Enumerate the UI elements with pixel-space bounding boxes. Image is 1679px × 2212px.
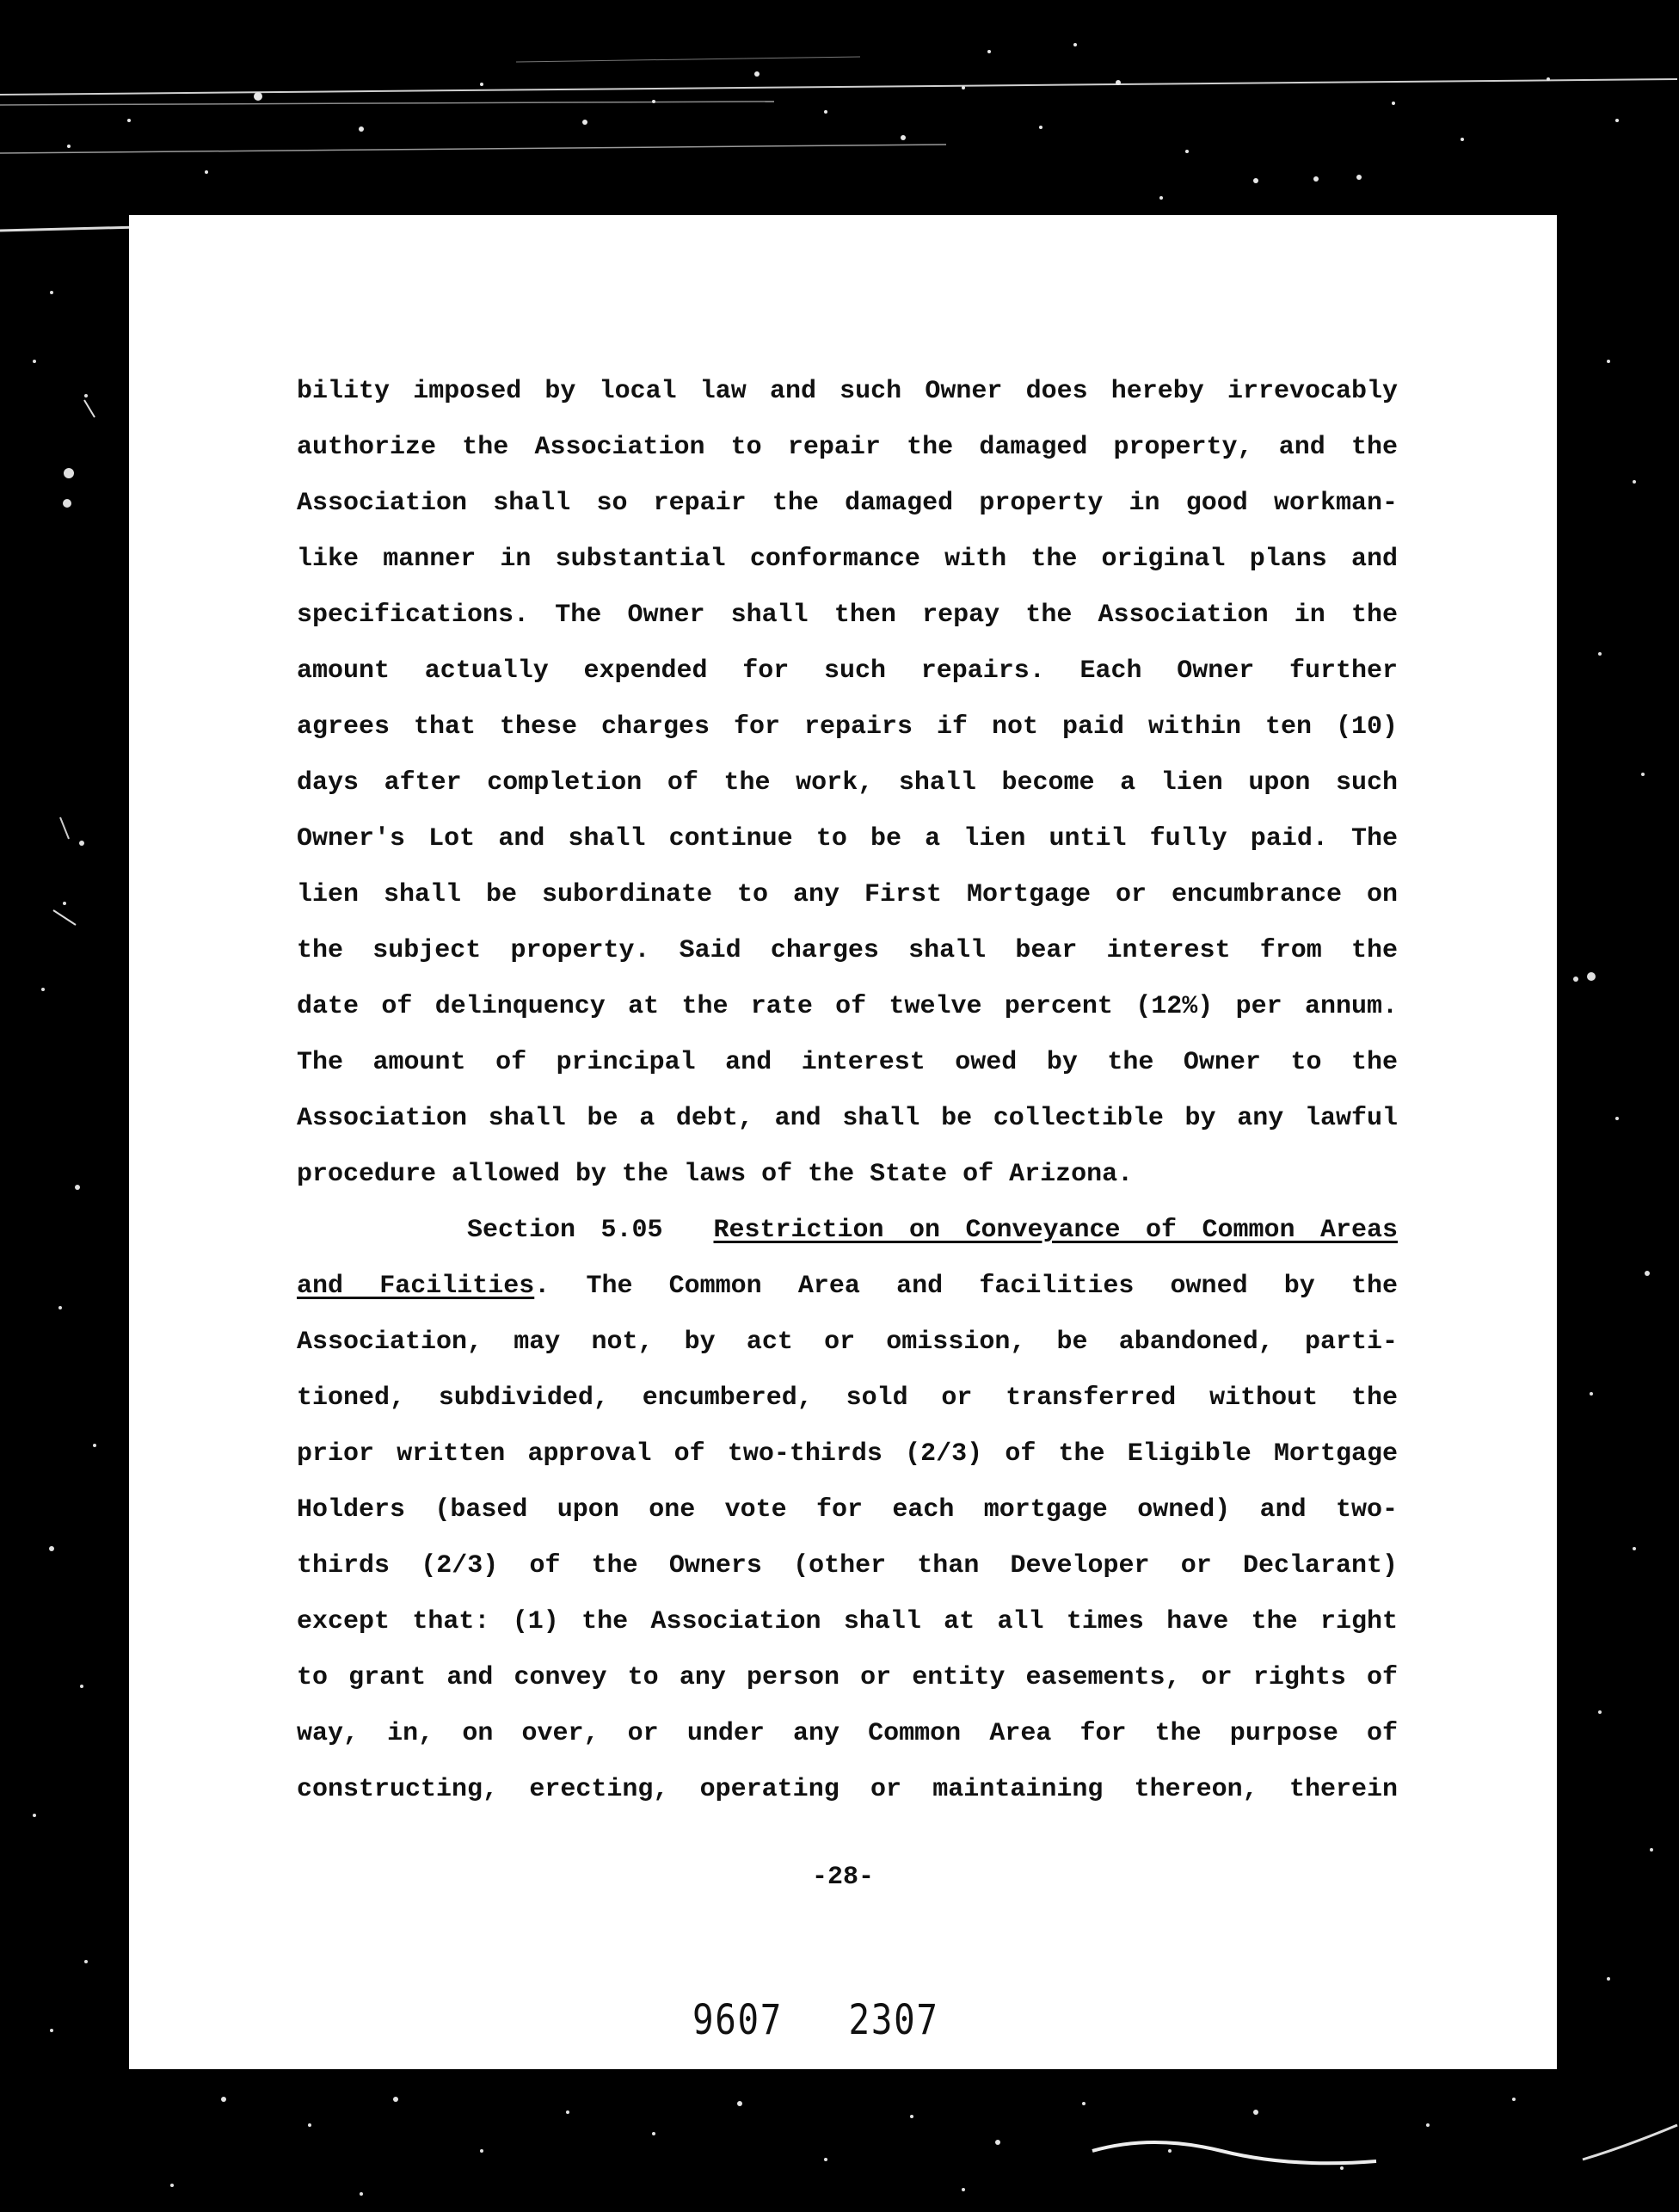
section-line: thirds (2/3) of the Owners (other than Developer or Declarant) — [297, 1551, 1398, 1580]
body-line: days after completion of the work, shall become a lien upon such — [297, 768, 1398, 798]
body-line: the subject property. Said charges shall bear interest from the — [297, 936, 1398, 965]
body-line: agrees that these charges for repairs if not paid within ten (10) — [297, 712, 1398, 742]
section-title-part1: Restriction on Conveyance of Common Areas — [713, 1216, 1398, 1245]
body-line: authorize the Association to repair the damaged property, and the — [297, 433, 1398, 462]
body-line: procedure allowed by the laws of the State of Arizona. — [297, 1160, 1134, 1189]
body-line: date of delinquency at the rate of twelve percent (12%) per annum. — [297, 992, 1398, 1021]
page-number: -28- — [811, 1863, 874, 1892]
section-line: except that: (1) the Association shall at all times have the right — [297, 1607, 1398, 1636]
body-line: The amount of principal and interest owed by the Owner to the — [297, 1048, 1398, 1077]
body-line: Association shall be a debt, and shall be collectible by any lawful — [297, 1104, 1398, 1133]
stamp-left: 9607 — [692, 1996, 784, 2044]
body-line: specifications. The Owner shall then repay the Association in the — [297, 601, 1398, 630]
section-line: Holders (based upon one vote for each mortgage owned) and two- — [297, 1495, 1398, 1525]
section-line: Association, may not, by act or omission, be abandoned, parti- — [297, 1328, 1398, 1357]
document-stamp-number — [692, 1996, 939, 2044]
body-line: Owner's Lot and shall continue to be a lien until fully paid. The — [297, 824, 1398, 853]
section-line: way, in, on over, or under any Common Area for the purpose of — [297, 1719, 1398, 1748]
body-line: lien shall be subordinate to any First Mortgage or encumbrance on — [297, 880, 1398, 909]
section-heading-line — [297, 1203, 1398, 1259]
body-line: amount actually expended for such repairs. Each Owner further — [297, 656, 1398, 686]
body-line: like manner in substantial conformance with the original plans and — [297, 545, 1398, 574]
scanned-page — [129, 215, 1557, 2069]
section-line: to grant and convey to any person or entity easements, or rights of — [297, 1663, 1398, 1692]
section-title-line — [297, 1259, 1398, 1315]
section-number: Section 5.05 — [467, 1216, 663, 1245]
section-title-continuation: . The Common Area and facilities owned by the — [534, 1272, 1398, 1301]
body-line: bility imposed by local law and such Owner does hereby irrevocably — [297, 377, 1398, 406]
section-line: constructing, erecting, operating or maintaining thereon, therein — [297, 1775, 1398, 1804]
section-line: tioned, subdivided, encumbered, sold or transferred without the — [297, 1383, 1398, 1413]
section-title-part2: and Facilities — [297, 1272, 535, 1301]
stamp-right: 2307 — [848, 1996, 939, 2044]
document-body — [297, 364, 1398, 1818]
section-line: prior written approval of two-thirds (2/3) of the Eligible Mortgage — [297, 1439, 1398, 1469]
body-line: Association shall so repair the damaged property in good workman- — [297, 489, 1398, 518]
